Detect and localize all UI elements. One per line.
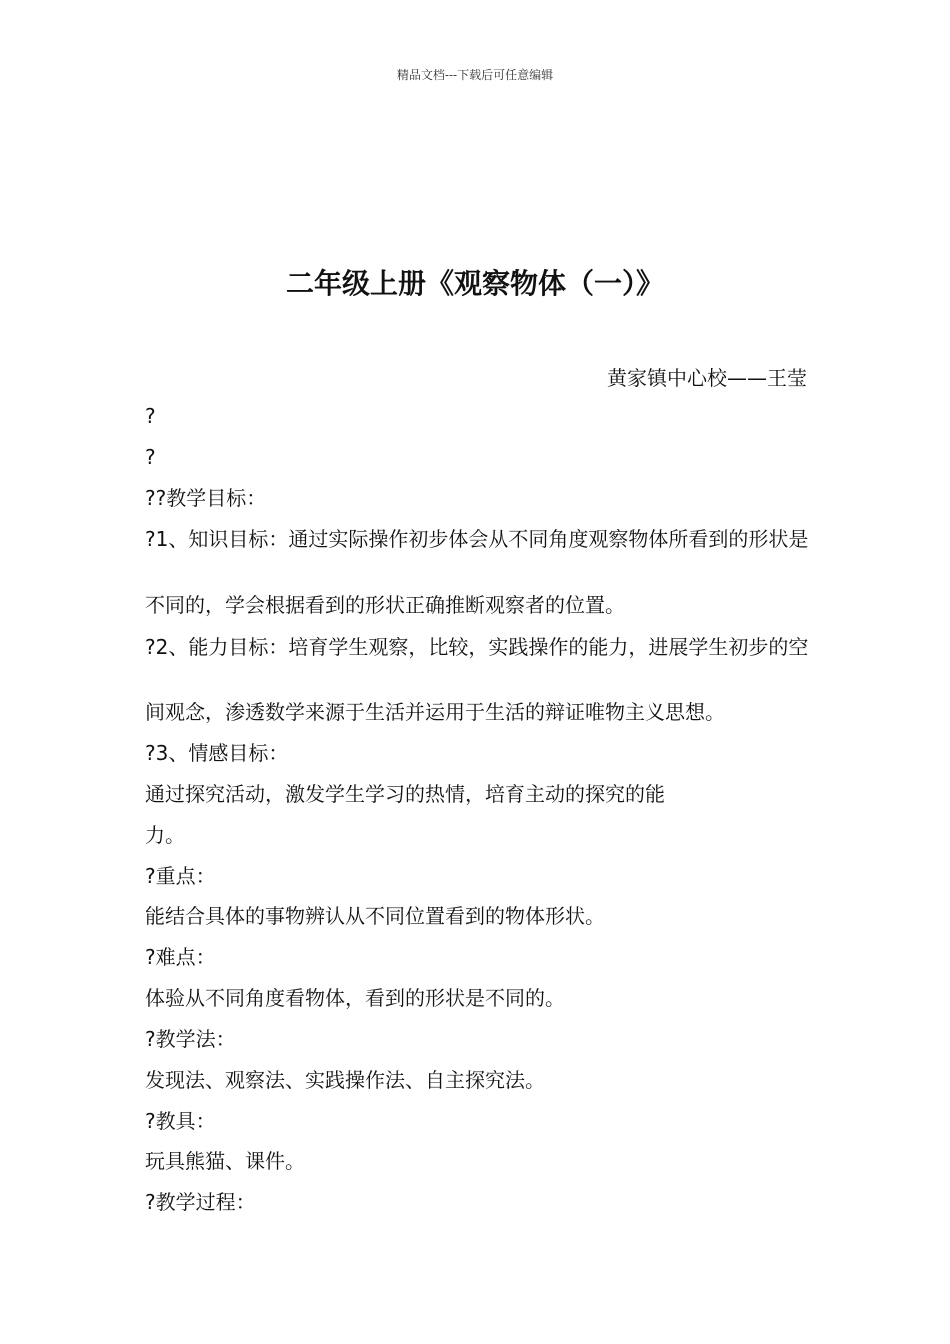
text-line: 通过探究活动，激发学生学习的热情，培育主动的探究的能 [145,782,665,806]
page-header: 精品文档---下载后可任意编辑 [396,68,554,82]
section-heading: ??教学目标： [145,486,267,510]
text-line: 体验从不同角度看物体，看到的形状是不同的。 [145,986,565,1010]
section-heading: ?难点： [145,945,216,969]
author-line: 黄家镇中心校——王莹 [607,366,807,390]
text-line: ? [145,404,156,428]
section-heading: ?教具： [145,1109,216,1133]
text-line: 力。 [145,823,185,847]
text-line: 不同的，学会根据看到的形状正确推断观察者的位置。 [145,593,625,617]
text-line: 发现法、观察法、实践操作法、自主探究法。 [145,1068,545,1092]
text-line: 玩具熊猫、课件。 [145,1149,305,1173]
section-heading: ?3、情感目标： [145,741,289,765]
text-line: ?2、能力目标：培育学生观察，比较，实践操作的能力，进展学生初步的空 [145,635,809,659]
text-line: 能结合具体的事物辨认从不同位置看到的物体形状。 [145,904,605,928]
text-line: ? [145,445,156,469]
text-line: 间观念，渗透数学来源于生活并运用于生活的辩证唯物主义思想。 [145,700,725,724]
document-title: 二年级上册《观察物体（一）》 [285,267,664,300]
section-heading: ?重点： [145,864,216,888]
section-heading: ?教学过程： [145,1190,256,1214]
text-line: ?1、知识目标：通过实际操作初步体会从不同角度观察物体所看到的形状是 [145,527,809,551]
section-heading: ?教学法： [145,1027,236,1051]
